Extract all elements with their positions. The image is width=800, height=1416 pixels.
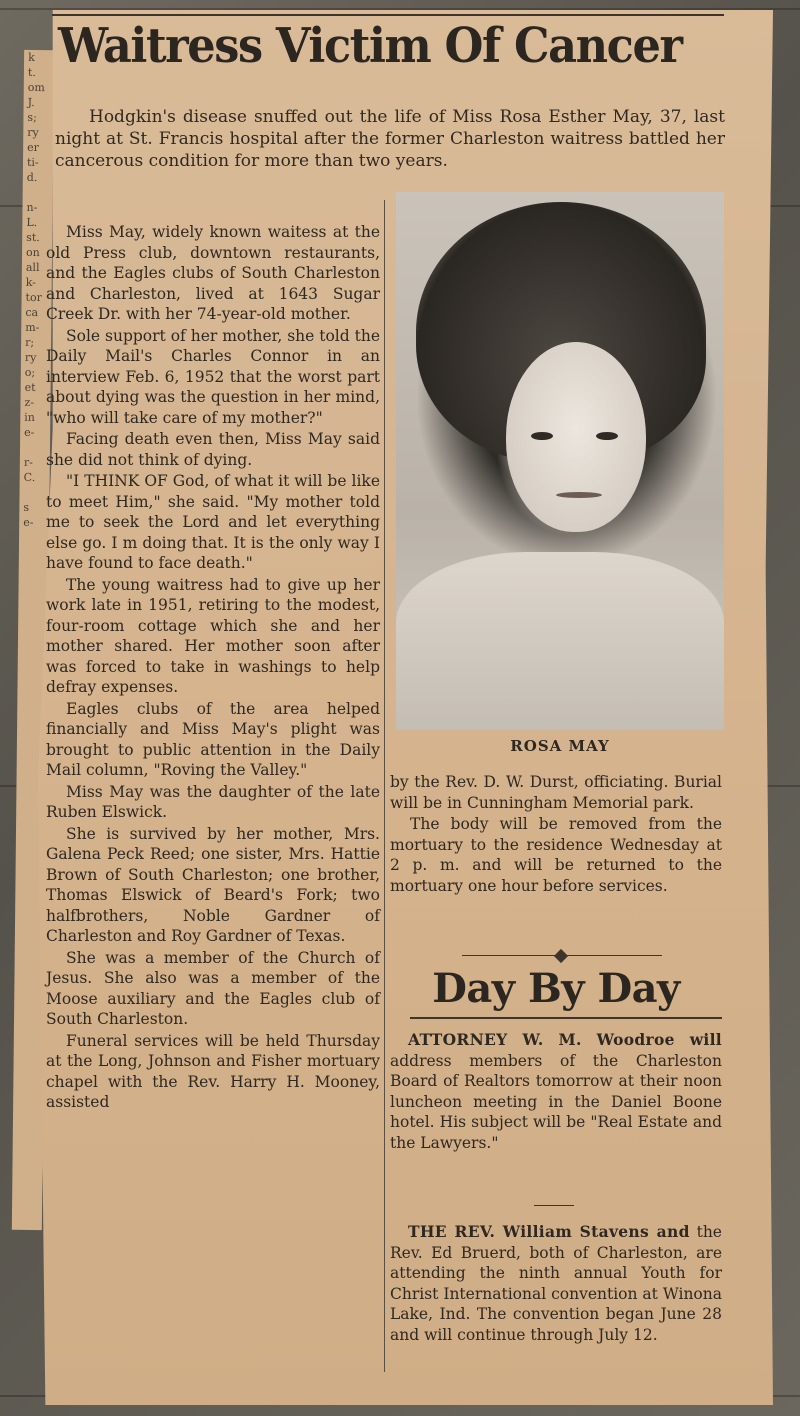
portrait-photo (396, 192, 724, 730)
scrap-fragment: s; (27, 110, 37, 125)
scrap-fragment: e- (23, 515, 34, 529)
portrait-eye (531, 432, 553, 440)
scrap-fragment: e- (24, 425, 35, 440)
lede-paragraph: Hodgkin's disease snuffed out the life of Miss Rosa Esther May, 37, last night at St. Francis hospital after the former Charleston waitress battled her cancerous condition for more than two years. (55, 107, 725, 171)
day-by-day-item-1 (390, 1030, 722, 1154)
scrap-fragment: J. (27, 95, 35, 109)
section-title: Day By Day (432, 965, 680, 1012)
scrap-fragment: et (24, 380, 36, 395)
scrap-fragment: m- (25, 320, 40, 335)
scrap-fragment: r; (25, 335, 35, 349)
scrap-fragment: ti- (26, 155, 39, 170)
scrap-fragment: k (28, 50, 35, 64)
item-text: address members of the Charleston Board of Realtors tomorrow at their noon luncheon meeting in the Daniel Boone hotel. His subject will be "Real Estate and the Lawyers." (390, 1051, 722, 1152)
item-text: the Rev. Ed Bruerd, both of Charleston, are attending the ninth annual Youth for Christ International convention at Winona Lake, Ind. The convention began June 28 and will continue through July 12. (390, 1223, 722, 1344)
paragraph: She was a member of the Church of Jesus. She also was a member of the Moose auxiliary and the Eagles club of South Charleston. (46, 948, 380, 1028)
article-column-2 (390, 772, 722, 897)
scrap-fragment: om (27, 80, 45, 95)
section-ornament (462, 950, 662, 962)
paragraph: The young waitress had to give up her work late in 1951, retiring to the modest, four-room cottage which she and her mother shared. Her mother soon after was forced to take in washings to help defray expenses. (46, 575, 380, 696)
portrait-mouth (556, 492, 602, 498)
article-column-1 (46, 222, 380, 1114)
scrap-fragment: ry (24, 350, 37, 365)
scrap-fragment: L. (26, 215, 38, 230)
paragraph: Miss May, widely known waitess at the old Press club, downtown restaurants, and the Eagles clubs of South Charleston and Charleston, lived at 1643 Sugar Creek Dr. with her 74-year-old mother. (46, 223, 380, 323)
scrap-fragment (23, 185, 53, 200)
scrap-fragment: n- (26, 200, 38, 215)
photo-caption: ROSA MAY (510, 737, 610, 755)
item-paragraph (390, 1030, 722, 1153)
scrap-fragment: ca (25, 305, 39, 320)
scrap-fragment: s (23, 500, 30, 514)
scrap-fragment: tor (25, 290, 42, 305)
paragraph: She is survived by her mother, Mrs. Galena Peck Reed; one sister, Mrs. Hattie Brown of South Charleston; one brother, Thomas Elswick of Beard's Fork; two halfbrothers, Noble Gardner of Charleston and Roy Gardner of Texas. (46, 824, 380, 945)
portrait-eye (596, 432, 618, 440)
scrap-fragment: st. (26, 230, 40, 245)
scrap-fragment: on (25, 245, 40, 260)
portrait-face (506, 342, 646, 532)
item-lead: THE REV. William Stavens and (408, 1222, 690, 1241)
paragraph: Facing death even then, Miss May said she did not think of dying. (46, 430, 380, 469)
paragraph: Sole support of her mother, she told the Daily Mail's Charles Connor in an interview Feb. 6, 1952 that the worst part about dying was the question in her mind, "who will take care of my mother?" (46, 326, 380, 427)
scrap-fragment: C. (23, 470, 36, 485)
scrap-fragment: all (25, 260, 40, 275)
portrait-shoulders (396, 552, 724, 730)
paragraph: Funeral services will be held Thursday at the Long, Johnson and Fisher mortuary chapel with the Rev. Harry H. Mooney, assisted (46, 1031, 380, 1111)
item-paragraph (390, 1222, 722, 1345)
paragraph: The body will be removed from the mortuary to the residence Wednesday at 2 p. m. and will be returned to the mortuary one hour before services. (390, 815, 722, 895)
scrap-fragment: in (24, 410, 36, 425)
scrap-fragment: o; (24, 365, 36, 380)
paragraph: Miss May was the daughter of the late Ruben Elswick. (46, 782, 380, 821)
headline: Waitress Victim Of Cancer (58, 18, 682, 74)
item-separator (534, 1205, 574, 1206)
section-title-underline (410, 1017, 722, 1019)
scrap-fragment: ry (27, 125, 39, 140)
paragraph: by the Rev. D. W. Durst, officiating. Burial will be in Cunningham Memorial park. (390, 773, 722, 812)
scrap-fragment: d. (26, 170, 38, 185)
column-divider (384, 200, 385, 1372)
scrap-fragment: t. (27, 65, 36, 79)
paragraph: Eagles clubs of the area helped financially and Miss May's plight was brought to public attention in the Daily Mail column, "Roving the Valley." (46, 699, 380, 779)
paragraph: "I THINK OF God, of what it will be like to meet Him," she said. "My mother told me to seek the Lord and let everything else go. I m doing that. It is the only way I have found to face death." (46, 472, 380, 572)
scrap-fragment: z- (24, 395, 35, 409)
scrap-fragment: r- (23, 455, 33, 469)
item-lead: ATTORNEY W. M. Woodroe will (408, 1030, 722, 1049)
top-rule (52, 14, 724, 16)
day-by-day-item-2 (390, 1222, 722, 1346)
scrap-fragment: er (27, 140, 40, 155)
scrap-fragment: k- (25, 275, 37, 290)
